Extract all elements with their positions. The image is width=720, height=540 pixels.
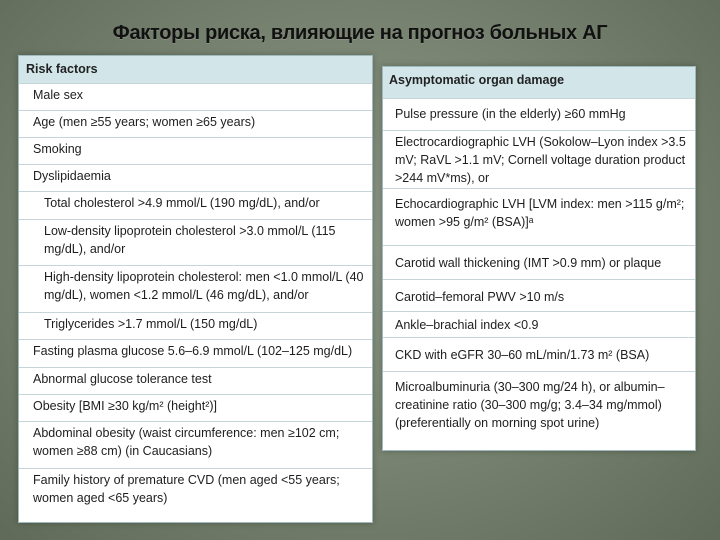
table-row: Abnormal glucose tolerance test: [19, 367, 372, 394]
table-row: Carotid–femoral PWV >10 m/s: [383, 279, 695, 311]
table-header: [19, 56, 372, 83]
table-header: [383, 67, 695, 98]
organ-damage-table: [382, 66, 696, 451]
table-row: Abdominal obesity (waist circumference: men ≥102 cm; women ≥88 cm) (in Caucasians): [19, 421, 372, 468]
table-row: Carotid wall thickening (IMT >0.9 mm) or plaque: [383, 245, 695, 279]
table-row: Microalbuminuria (30–300 mg/24 h), or albumin–creatinine ratio (30–300 mg/g; 3.4–34 mg/mmol) (preferentially on morning spot urine): [383, 371, 695, 450]
table-row: Fasting plasma glucose 5.6–6.9 mmol/L (102–125 mg/dL): [19, 339, 372, 367]
table-row: Male sex: [19, 83, 372, 110]
table-row: Obesity [BMI ≥30 kg/m² (height²)]: [19, 394, 372, 421]
slide-title: Факторы риска, влияющие на прогноз больных АГ: [112, 22, 608, 44]
table-row: Smoking: [19, 137, 372, 164]
table-row: High-density lipoprotein cholesterol: men <1.0 mmol/L (40 mg/dL), women <1.2 mmol/L (46 mg/dL), and/or: [19, 265, 372, 312]
table-row: Low-density lipoprotein cholesterol >3.0 mmol/L (115 mg/dL), and/or: [19, 219, 372, 265]
risk-factors-table: [18, 55, 373, 523]
table-row: Family history of premature CVD (men aged <55 years; women aged <65 years): [19, 468, 372, 522]
table-row: Dyslipidaemia: [19, 164, 372, 191]
table-row: Triglycerides >1.7 mmol/L (150 mg/dL): [19, 312, 372, 339]
table-header-label: Risk factors: [26, 62, 98, 76]
table-header-label: Asymptomatic organ damage: [389, 73, 565, 87]
table-row: Echocardiographic LVH [LVM index: men >115 g/m²; women >95 g/m² (BSA)]ᵃ: [383, 188, 695, 245]
table-row: Total cholesterol >4.9 mmol/L (190 mg/dL), and/or: [19, 191, 372, 219]
table-row: Ankle–brachial index <0.9: [383, 311, 695, 337]
table-row: Electrocardiographic LVH (Sokolow–Lyon index >3.5 mV; RaVL >1.1 mV; Cornell voltage duration product >244 mV*ms), or: [383, 130, 695, 188]
table-row: Age (men ≥55 years; women ≥65 years): [19, 110, 372, 137]
table-row: Pulse pressure (in the elderly) ≥60 mmHg: [383, 98, 695, 130]
table-row: CKD with eGFR 30–60 mL/min/1.73 m² (BSA): [383, 337, 695, 371]
